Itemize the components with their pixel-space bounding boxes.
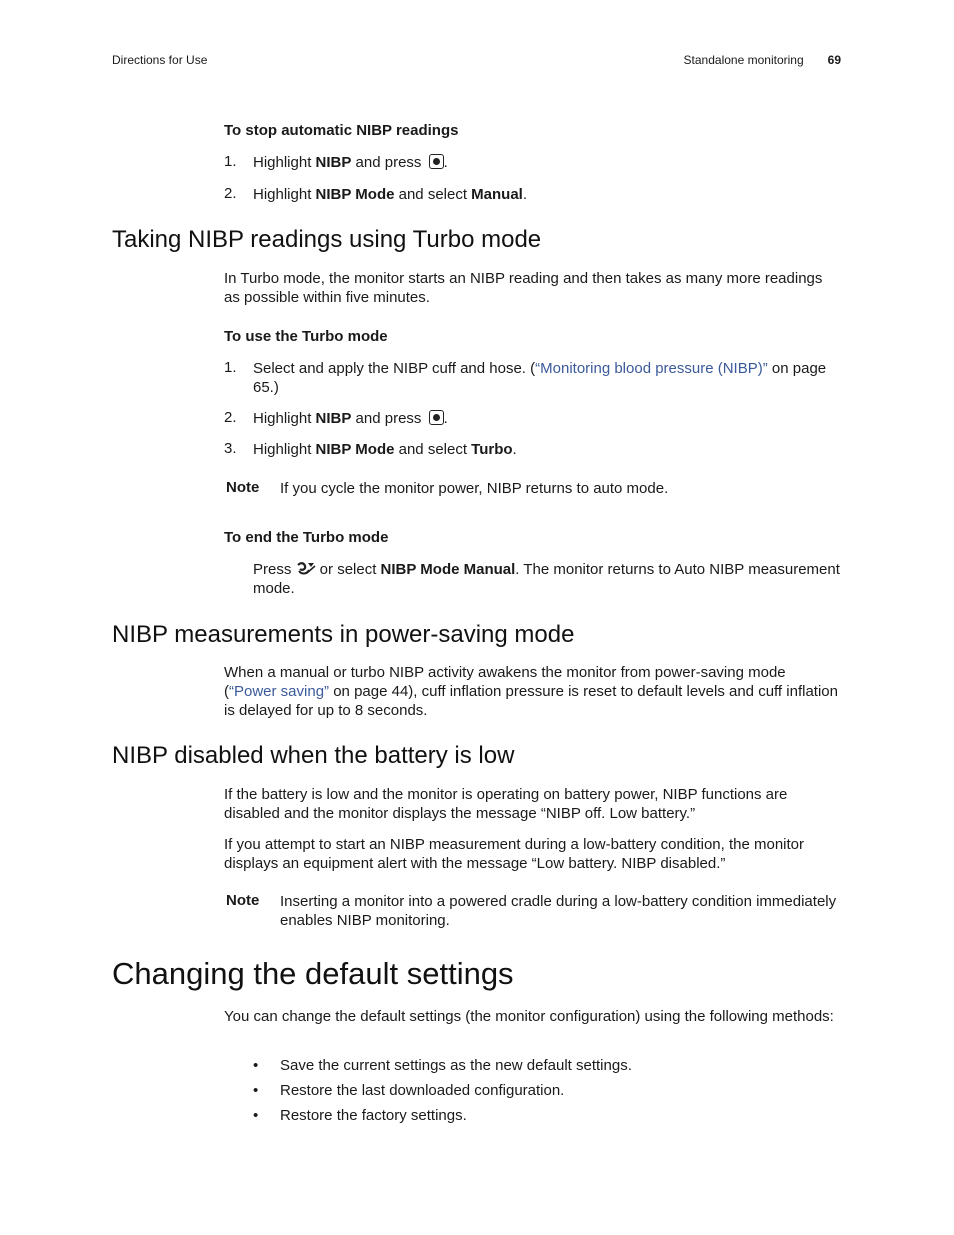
step-turbo-2: 2. Highlight NIBP and press . (224, 409, 448, 427)
heading-changing-defaults: Changing the default settings (112, 956, 514, 991)
list-item: • Restore the factory settings. (253, 1107, 467, 1124)
select-button-icon (429, 410, 444, 425)
list-item: • Restore the last downloaded configuration. (253, 1082, 565, 1099)
heading-power-saving: NIBP measurements in power-saving mode (112, 621, 575, 648)
procedure-title-end-turbo: To end the Turbo mode (224, 529, 389, 546)
running-header-right (684, 53, 841, 67)
step-stop-2: 2. Highlight NIBP Mode and select Manual. (224, 185, 528, 203)
turbo-intro: In Turbo mode, the monitor starts an NIBP reading and then takes as many more readings as possible within five minutes. (224, 270, 823, 306)
procedure-title-use-turbo: To use the Turbo mode (224, 328, 388, 345)
page-number: 69 (827, 53, 841, 67)
heading-turbo-mode: Taking NIBP readings using Turbo mode (112, 226, 542, 253)
list-item: • Save the current settings as the new default settings. (253, 1057, 632, 1074)
link-monitoring-bp[interactable]: “Monitoring blood pressure (NIBP)” (535, 360, 768, 377)
note-label: Note (226, 892, 260, 909)
nibp-button-icon (296, 561, 316, 577)
running-header-left: Directions for Use (112, 53, 208, 67)
link-power-saving[interactable]: “Power saving” (229, 683, 330, 700)
step-turbo-1: 1. Select and apply the NIBP cuff and hose. (“Monitoring blood pressure (NIBP)” on page 65.) (224, 359, 827, 396)
battery-para-2: If you attempt to start an NIBP measurement during a low-battery condition, the monitor displays an equipment alert with the message “Low battery. NIBP disabled.” (224, 836, 805, 872)
note-label: Note (226, 479, 260, 496)
battery-para-1: If the battery is low and the monitor is operating on battery power, NIBP functions are disabled and the monitor displays the message “NIBP off. Low battery.” (224, 786, 788, 822)
section-name: Standalone monitoring (683, 53, 804, 67)
select-button-icon (429, 154, 444, 169)
step-stop-1: 1. Highlight NIBP and press . (224, 153, 448, 171)
heading-battery-low: NIBP disabled when the battery is low (112, 742, 515, 769)
step-turbo-3: 3. Highlight NIBP Mode and select Turbo. (224, 440, 517, 458)
defaults-intro: You can change the default settings (the monitor configuration) using the following methods: (224, 1008, 834, 1025)
power-saving-text: When a manual or turbo NIBP activity awakens the monitor from power-saving mode (“Power saving” on page 44), cuff inflation pressure is reset to default levels and cuff inflation is delayed for up to 8 seconds. (224, 664, 838, 719)
procedure-title-stop-auto: To stop automatic NIBP readings (224, 122, 459, 139)
end-turbo-text: Press or select NIBP Mode Manual. The monitor returns to Auto NIBP measurement mode. (253, 561, 840, 597)
note-text: If you cycle the monitor power, NIBP returns to auto mode. (280, 480, 669, 497)
note-text: Inserting a monitor into a powered cradle during a low-battery condition immediately enables NIBP monitoring. (280, 893, 837, 929)
